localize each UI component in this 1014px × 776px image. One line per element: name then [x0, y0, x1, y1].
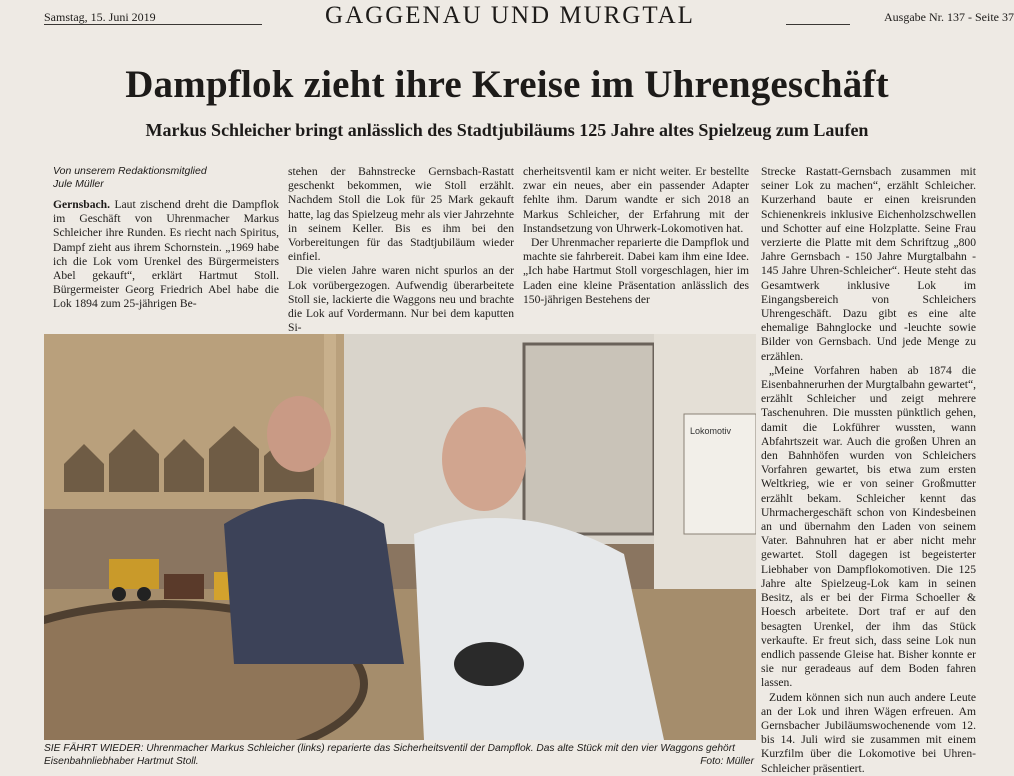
section-title: GAGGENAU UND MURGTAL	[325, 2, 695, 29]
photo-caption	[44, 742, 756, 768]
article-column-3	[523, 165, 749, 307]
article-paragraph: Die vielen Jahre waren nicht spurlos an der Lok vorübergezogen. Aufwendig überarbeitete Stoll sie, lackierte die Waggons neu und brachte die Lok auf Vordermann. Nur bei dem kaputten Si-	[288, 264, 514, 335]
article-column-1	[53, 165, 279, 312]
article-paragraph: Strecke Rastatt-Gernsbach zusammen mit seiner Lok zu machen“, erzählt Schleicher. Kurzerhand baute er einen kreisrunden Schienenkreis inklusive Eichenholzschwellen und Schotter auf eine Holzplatte. Seine Frau verzierte die Platte mit dem Schriftzug „800 Jahre Gernsbach - 150 Jahre Murgtalbahn - 145 Jahre Uhren-Schleicher“. Heute steht das Gesamtwerk inklusive Lok im Eingangsbereich von Schleichers Uhrengeschäft. Dazu gibt es eine alte ehemalige Bahnglocke und -leuchte sowie Bilder von Gernsbach. Und jede Menge zu erzählen.	[761, 165, 976, 363]
article-column-2	[288, 165, 514, 335]
byline	[53, 165, 279, 191]
article-paragraph: Zudem können sich nun auch andere Leute an der Lok und ihren Wägen erfreuen. Am Gernsbacher Jubiläumswochenende vom 12. bis 14. Juli wird sie zusammen mit einem Kurzfilm über die Lokomotive bei Uhren-Schleicher präsentiert.	[761, 690, 976, 775]
caption-text: SIE FÄHRT WIEDER: Uhrenmacher Markus Schleicher (links) reparierte das Sicherheitsventil der Dampflok. Das alte Stück mit den vier Waggons gehört Eisenbahnliebhaber Hartmut Stoll.	[44, 743, 735, 767]
issue-number: Ausgabe Nr. 137 - Seite 37	[884, 10, 1014, 24]
photo-credit: Foto: Müller	[700, 756, 754, 767]
issue-date: Samstag, 15. Juni 2019	[44, 10, 156, 24]
article-paragraph: stehen der Bahnstrecke Gernsbach-Rastatt geschenkt bekommen, wie Stoll erzählt. Nachdem Stoll die Lok für 25 Mark gekauft hatte, lag das Spielzeug mehr als vier Jahrzehnte in seinem Keller. Bis es ihm bei den Vorbereitungen für das Stadtjubiläum wieder einfiel.	[288, 165, 514, 264]
article-column-4	[761, 165, 976, 776]
paragraph-text: Laut zischend dreht die Dampflok im Geschäft von Uhrenmacher Markus Schleicher ihre Runden. Es riecht nach Spiritus, Dampf zieht aus ihrem Schornstein. „1969 habe ich die Lok vom Urenkel des Bürgermeisters Abel gekauft“, erklärt Hartmut Stoll. Bürgermeister Georg Friedrich Abel habe die Lok 1894 zum 25-jährigen Be-	[53, 198, 279, 311]
display-cabinet	[524, 344, 654, 534]
article-paragraph: „Meine Vorfahren haben ab 1874 die Eisenbahnerurhen der Murgtalbahn gewartet“, erzählt Schleicher und zeigt mehrere Taschenuhren. Die mussten pünktlich gehen, damit die Lokführer wussten, wann Abfahrtszeit war. Auch die großen Uhren an den Bahnhöfen wurden von Schleichers Vorfahren gewartet, bis etwa zum ersten Weltkrieg, wie er von seiner Großmutter erzählt bekam. Schleicher kennt das Uhrmachergeschäft schon von Kindesbeinen an und übernahm den Laden von seinem Vater. Bahnuhren hat er aber nicht mehr gewartet. Stoll dagegen ist begeisterter Liebhaber von Dampflokomotiven. Die 125 Jahre alte Spielzeug-Lok kam in seinen Besitz, als er bei der Firma Schoeller & Hoesch arbeitete. Dort traf er auf den besagten Urenkel, der ihm das Stück verkaufte. Er freut sich, dass seine Lok nun endlich passende Gleise hat. Bisher konnte er sie nur geradeaus auf dem Boden fahren lassen.	[761, 363, 976, 690]
sign-text: Lokomotiv	[690, 426, 732, 436]
photo-illustration	[44, 334, 756, 740]
article-headline: Dampflok zieht ihre Kreise im Uhrengeschäft	[125, 63, 889, 106]
article-paragraph	[53, 198, 279, 312]
article-paragraph: Der Uhrenmacher reparierte die Dampflok und machte sie fahrbereit. Dabei kam ihm eine Idee. „Ich habe Hartmut Stoll vorgeschlagen, hier im Laden eine kleine Präsentation anlässlich des 150-jährigen Bestehens der	[523, 236, 749, 306]
article-paragraph: cherheitsventil kam er nicht weiter. Er bestellte zwar ein neues, aber ein passender Adapter fehlte ihm. Darum wandte er sich 2018 an Markus Schleicher, der Erfahrung mit der Instandsetzung von Uhrwerk-Lokomotiven hat.	[523, 165, 749, 235]
dateline: Gernsbach.	[53, 198, 111, 211]
article-subheadline: Markus Schleicher bringt anlässlich des Stadtjubiläums 125 Jahre altes Spielzeug zum Laufen	[145, 120, 869, 140]
byline-role: Von unserem Redaktionsmitglied	[53, 165, 207, 177]
article-photo	[44, 334, 756, 740]
byline-author: Jule Müller	[53, 178, 104, 190]
masthead	[44, 2, 1014, 36]
